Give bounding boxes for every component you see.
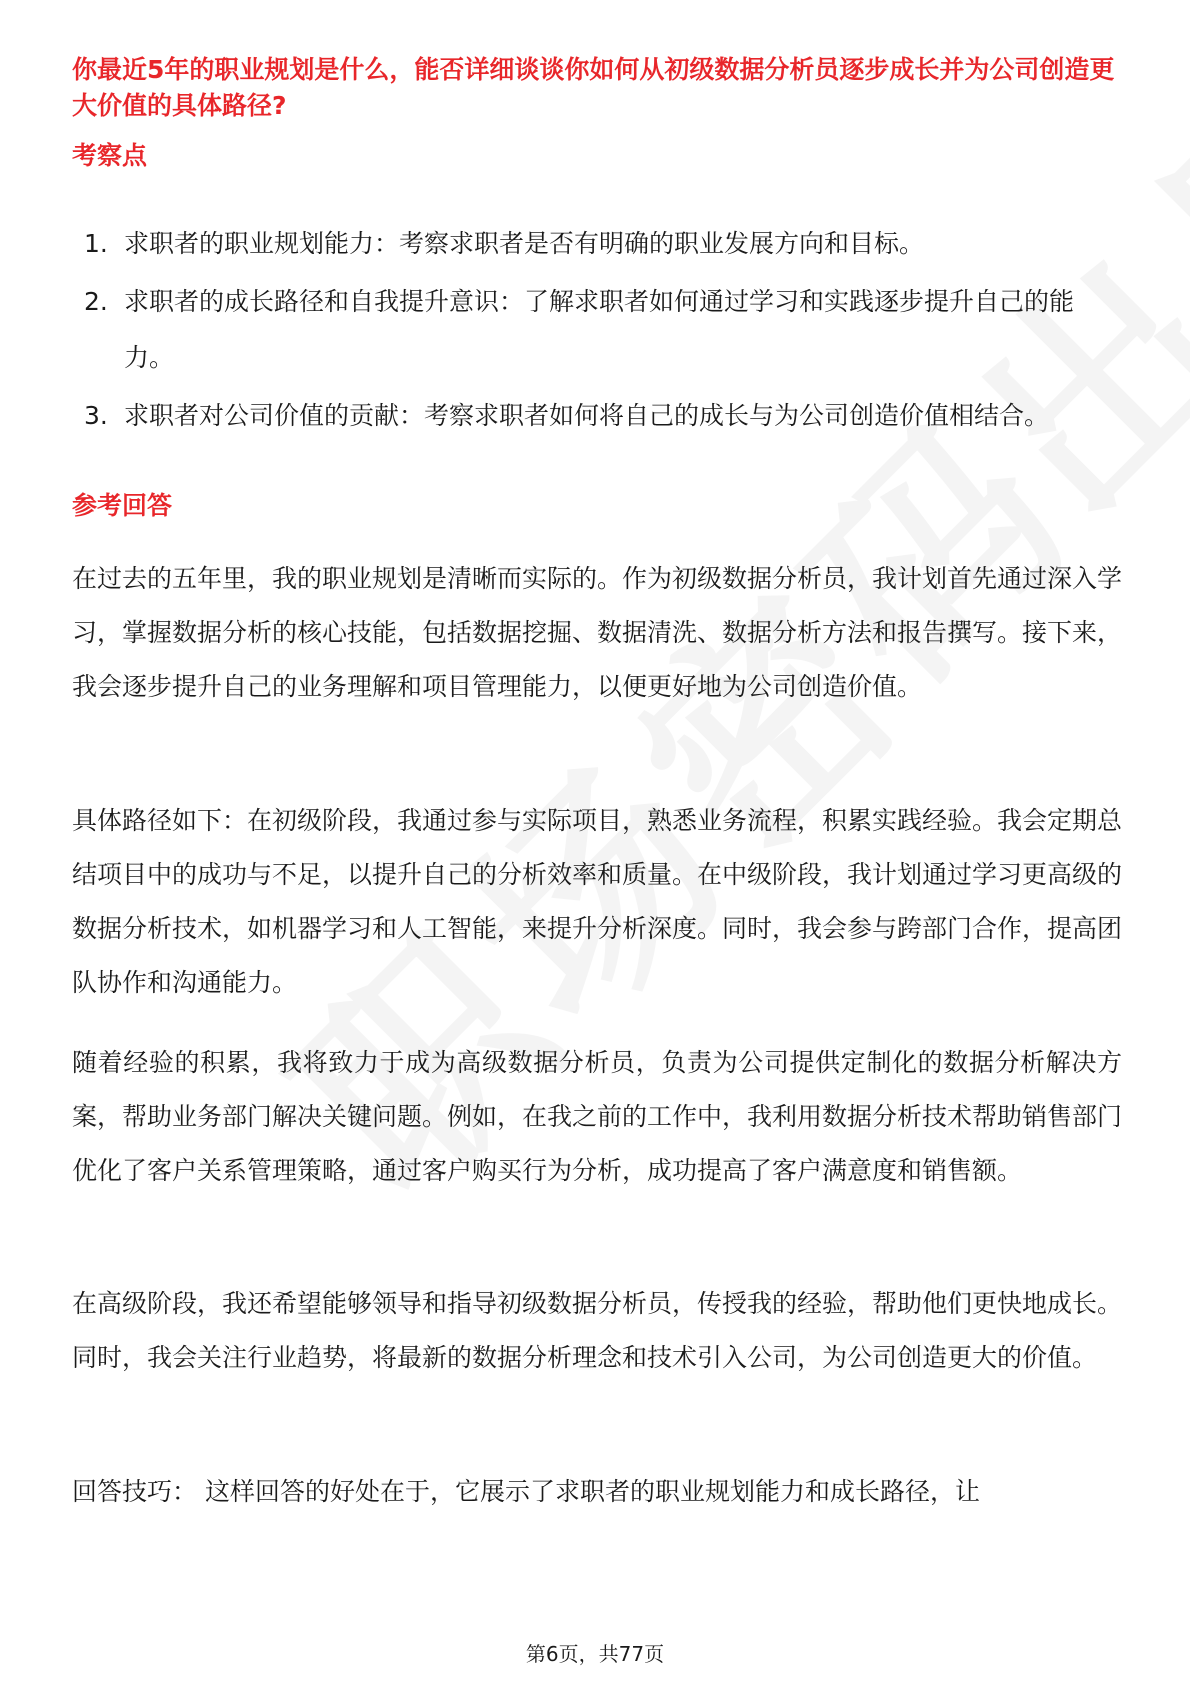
- list-item-number: 3.: [84, 401, 108, 430]
- list-item: [72, 388, 1122, 444]
- answer-paragraph: 在高级阶段，我还希望能够领导和指导初级数据分析员，传授我的经验，帮助他们更快地成长。同时，我会关注行业趋势，将最新的数据分析理念和技术引入公司，为公司创造更大的价值。: [72, 1289, 1123, 1372]
- answer-paragraph: 具体路径如下：在初级阶段，我通过参与实际项目，熟悉业务流程，积累实践经验。我会定期总结项目中的成功与不足，以提升自己的分析效率和质量。在中级阶段，我计划通过学习更高级的数据分析技术，如机器学习和人工智能，来提升分析深度。同时，我会参与跨部门合作，提高团队协作和沟通能力。: [72, 806, 1123, 997]
- page-footer: 第6页，共77页: [525, 1642, 665, 1666]
- list-item-text: 求职者的职业规划能力：考察求职者是否有明确的职业发展方向和目标。: [124, 229, 925, 258]
- list-item-text: 求职者的成长路径和自我提升意识：了解求职者如何通过学习和实践逐步提升自己的能力。: [124, 287, 1075, 372]
- answer-paragraph: 在过去的五年里，我的职业规划是清晰而实际的。作为初级数据分析员，我计划首先通过深入学习，掌握数据分析的核心技能，包括数据挖掘、数据清洗、数据分析方法和报告撰写。接下来，我会逐步提升自己的业务理解和项目管理能力，以便更好地为公司创造价值。: [72, 564, 1123, 701]
- points-section-title: 考察点: [72, 141, 148, 170]
- question-heading: 你最近5年的职业规划是什么，能否详细谈谈你如何从初级数据分析员逐步成长并为公司创造更大价值的具体路径?: [72, 55, 1115, 120]
- tips-paragraph: 回答技巧： 这样回答的好处在于，它展示了求职者的职业规划能力和成长路径，让: [72, 1477, 980, 1506]
- list-item: [72, 216, 1122, 272]
- points-list: [72, 216, 1122, 446]
- answer-section-title: 参考回答: [72, 491, 173, 520]
- answer-paragraph: 随着经验的积累，我将致力于成为高级数据分析员，负责为公司提供定制化的数据分析解决方案，帮助业务部门解决关键问题。例如，在我之前的工作中，我利用数据分析技术帮助销售部门优化了客户关系管理策略，通过客户购买行为分析，成功提高了客户满意度和销售额。: [72, 1048, 1123, 1185]
- list-item-number: 1.: [84, 229, 108, 258]
- list-item-number: 2.: [84, 287, 108, 316]
- list-item-text: 求职者对公司价值的贡献：考察求职者如何将自己的成长与为公司创造价值相结合。: [124, 401, 1050, 430]
- list-item: [72, 274, 1122, 386]
